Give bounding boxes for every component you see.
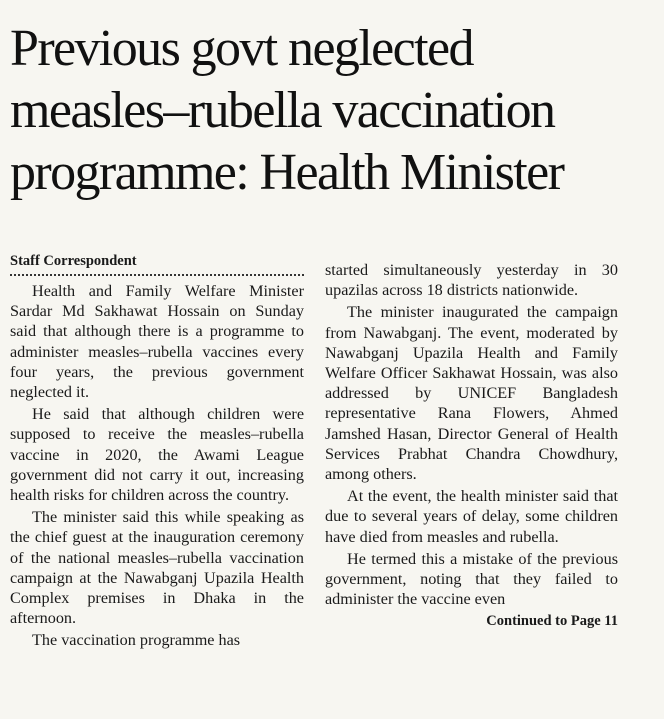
article-column-right bbox=[325, 260, 618, 631]
headline bbox=[10, 18, 660, 204]
article-column-left bbox=[10, 252, 304, 653]
body-paragraph: He termed this a mistake of the previous government, noting that they failed to administer the vaccine even bbox=[325, 549, 618, 609]
byline: Staff Correspondent bbox=[10, 252, 304, 276]
body-paragraph: started simultaneously yesterday in 30 upazilas across 18 districts nationwide. bbox=[325, 261, 618, 300]
body-paragraph: At the event, the health minister said that due to several years of delay, some children have died from measles and rubella. bbox=[325, 487, 618, 546]
headline-line: measles–rubella vaccination bbox=[10, 82, 555, 139]
headline-line: programme: Health Minister bbox=[10, 144, 564, 201]
body-paragraph: Health and Family Welfare Minister Sardar Md Sakhawat Hossain on Sunday said that although there is a programme to administer measles–rubella vaccines every four years, the previous government neglected it. bbox=[10, 282, 304, 402]
body-paragraph: The minister inaugurated the campaign from Nawabganj. The event, moderated by Nawabganj Upazila Health and Family Welfare Officer Sakhawat Hossain, was also addressed by UNICEF Bangladesh representative Rana Flowers, Ahmed Jamshed Hasan, Director General of Health Services Prabhat Chandra Chowdhury, among others. bbox=[325, 303, 618, 484]
body-paragraph: The vaccination programme has bbox=[32, 631, 241, 650]
continuation-note: Continued to Page 11 bbox=[486, 613, 618, 630]
headline-line: Previous govt neglected bbox=[10, 20, 473, 77]
body-paragraph: The minister said this while speaking as the chief guest at the inauguration ceremony of the national measles–rubella vaccination campaign at the Nawabganj Upazila Health Complex premises in Dhaka in the afternoon. bbox=[10, 508, 304, 628]
body-paragraph: He said that although children were supposed to receive the measles–rubella vaccine in 2020, the Awami League government did not carry it out, increasing health risks for children across the country. bbox=[10, 405, 304, 505]
